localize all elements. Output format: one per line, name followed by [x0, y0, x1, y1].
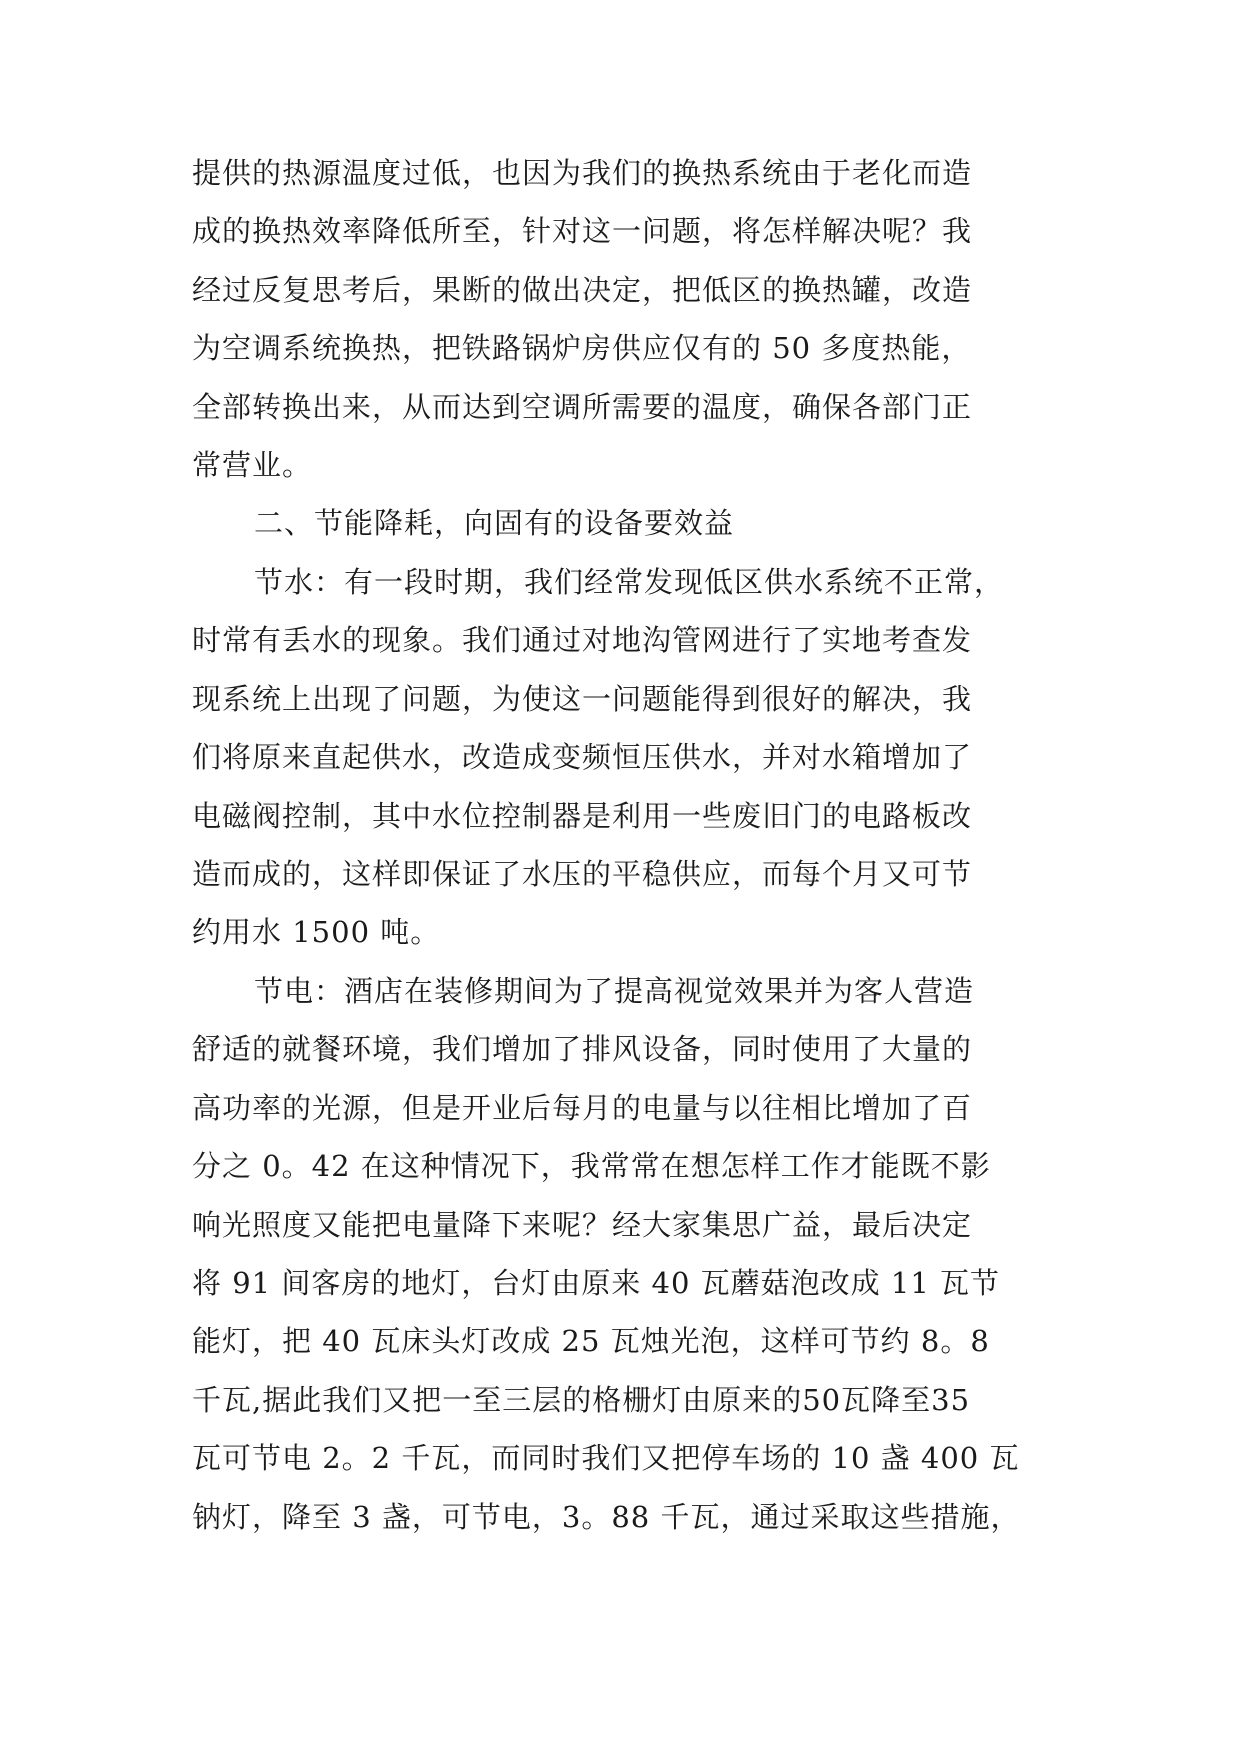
text-line: 约用水 1500 吨。: [192, 915, 441, 949]
text-line: 钠灯，降至 3 盏，可节电，3。88 千瓦，通过采取这些措施，: [192, 1500, 1021, 1534]
text-line: 舒适的就餐环境，我们增加了排风设备，同时使用了大量的: [192, 1032, 973, 1066]
text-line: 瓦可节电 2。2 千瓦，而同时我们又把停车场的 10 盏 400 瓦: [192, 1441, 1020, 1475]
text-line: 造而成的，这样即保证了水压的平稳供应，而每个月又可节: [192, 857, 973, 891]
text-line: 分之 0。42 在这种情况下，我常常在想怎样工作才能既不影: [192, 1149, 991, 1183]
text-line: 响光照度又能把电量降下来呢？经大家集思广益，最后决定: [192, 1208, 973, 1242]
text-line: 千瓦,据此我们又把一至三层的格栅灯由原来的50瓦降至35: [192, 1383, 971, 1417]
text-line: 成的换热效率降低所至，针对这一问题，将怎样解决呢？我: [192, 214, 973, 248]
section-heading: 二、节能降耗，向固有的设备要效益: [254, 506, 735, 540]
text-line: 全部转换出来，从而达到空调所需要的温度，确保各部门正: [192, 390, 973, 424]
text-line: 们将原来直起供水，改造成变频恒压供水，并对水箱增加了: [192, 740, 973, 774]
text-line: 能灯，把 40 瓦床头灯改成 25 瓦烛光泡，这样可节约 8。8: [192, 1324, 990, 1358]
text-line: 节电：酒店在装修期间为了提高视觉效果并为客人营造: [254, 974, 975, 1008]
text-line: 为空调系统换热，把铁路锅炉房供应仅有的 50 多度热能，: [192, 331, 972, 365]
text-line: 高功率的光源，但是开业后每月的电量与以往相比增加了百: [192, 1091, 973, 1125]
text-line: 节水：有一段时期，我们经常发现低区供水系统不正常，: [254, 565, 1005, 599]
text-line: 时常有丢水的现象。我们通过对地沟管网进行了实地考查发: [192, 623, 973, 657]
text-line: 提供的热源温度过低，也因为我们的换热系统由于老化而造: [192, 156, 973, 190]
text-line: 电磁阀控制，其中水位控制器是利用一些废旧门的电路板改: [192, 799, 973, 833]
text-line: 常营业。: [192, 448, 313, 482]
text-line: 将 91 间客房的地灯，台灯由原来 40 瓦蘑菇泡改成 11 瓦节: [192, 1266, 1001, 1300]
text-line: 现系统上出现了问题，为使这一问题能得到很好的解决，我: [192, 682, 973, 716]
text-line: 经过反复思考后，果断的做出决定，把低区的换热罐，改造: [192, 273, 973, 307]
